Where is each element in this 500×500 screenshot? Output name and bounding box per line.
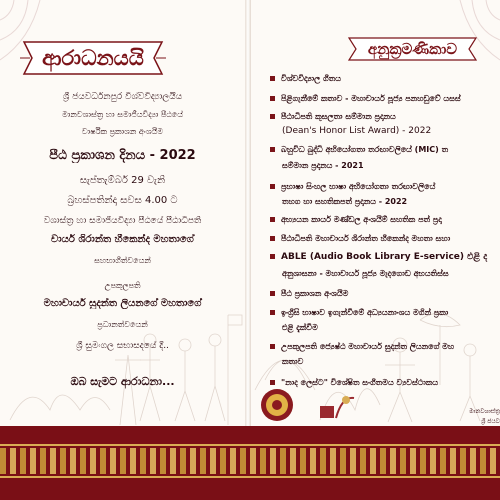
- bullet-icon: [270, 147, 275, 152]
- toc-item: [270, 74, 500, 84]
- invitation-title: ආරාධනයයි: [42, 45, 144, 70]
- toc-item-label: බහුවිධ බුද්ධි අභියෝගතා තරඟාවලියේ (MIC) ත: [281, 145, 449, 154]
- university-seal-icon: [260, 388, 294, 422]
- decorative-footer-band: [0, 426, 500, 500]
- invitation-guest-name: චාර්ය ශිරාන්ත හීකෙන්ද මහතාගේ: [51, 234, 194, 245]
- invitation-chief-guest: මහාචාර්ය සුදන්ත ලියනගේ මහතාගේ: [43, 298, 202, 309]
- toc-item-label: ඉංග්‍රීසි භාෂාව ඉගැන්වීමේ අධ්‍යයනාංශය මගින් ප්‍රකා: [281, 308, 449, 317]
- toc-subline: එළි දැක්වීම: [282, 323, 318, 332]
- toc-item: [270, 289, 500, 299]
- toc-subline: තහග හා සහතිකපත් ප්‍රදානය - 2022: [282, 197, 408, 206]
- invitation-closing: ඔබ සැමට ආරාධනා...: [70, 375, 175, 388]
- bullet-icon: [270, 184, 275, 189]
- toc-item: [270, 234, 500, 244]
- invitation-line: මානවශාස්ත්‍ර හා සමාජීයවිද්‍යා පීඨයේ: [61, 110, 184, 119]
- bullet-icon: [270, 217, 275, 222]
- toc-subline: අනුශාසනා - මහාචාර්ය පූජ්‍ය මැදගොඩ අභයතිස්ස: [282, 269, 449, 278]
- toc-item-label: පීඨාධිපති මහාචාර්ය ශිරාන්ත හීකෙන්ද මහතා සහා: [281, 234, 451, 243]
- toc-item: [270, 308, 500, 318]
- bullet-icon: [270, 310, 275, 315]
- toc-item-label: පීඨාධිපති කුසලතා සම්මාන ප්‍රදානය: [281, 112, 396, 121]
- toc-item: [270, 112, 500, 122]
- invitation-title-banner: [18, 38, 168, 78]
- toc-item-label: ප්‍රභාෂා සිංහල භාෂා අභියෝගතා තරඟාවලියේ: [281, 182, 436, 191]
- toc-item-label: උපකුලපති ජ්‍යෙෂ්ඨ මහාචාර්ය සුදන්ත ලියනගේ මහ: [281, 342, 455, 351]
- invitation-line: ප්‍රධානත්වයෙන්: [97, 320, 148, 329]
- bullet-icon: [270, 291, 275, 296]
- invitation-line: වශාස්ත්‍ර හා සමාජීයවිද්‍යා පීඨයේ පීඨාධිපති: [43, 216, 202, 226]
- toc-item: [270, 182, 500, 192]
- gold-rule: [0, 444, 500, 446]
- signature-line: මානවශාස්ත්‍ර: [469, 408, 500, 415]
- bullet-icon: [270, 76, 275, 81]
- contents-title: අනුක්‍රමණිකාව: [367, 40, 458, 58]
- faculty-logo-icon: [318, 392, 356, 422]
- contents-title-banner: [345, 36, 480, 62]
- toc-subline: කතාව: [282, 357, 304, 366]
- toc-item-label: විශ්වවිද්‍යාල ගීතය: [281, 74, 341, 83]
- invitation-line: ශ්‍රී ජයවර්ධනපුර විශ්වවිද්‍යාලයීය: [62, 92, 183, 102]
- toc-item: [270, 378, 500, 388]
- toc-item-label: පීඨ ප්‍රකාශන අංශයීම: [281, 289, 349, 298]
- bullet-icon: [270, 236, 275, 241]
- bullet-icon: [270, 380, 275, 385]
- invitation-line: වාර්ෂික ප්‍රකාශන අංශයීම: [81, 127, 164, 136]
- gold-rule: [0, 476, 500, 478]
- toc-item: [270, 342, 500, 352]
- invitation-date: සැප්තැම්බර් 29 වැනි: [79, 175, 166, 186]
- signature-line: ශ්‍රී ජයව: [481, 418, 500, 425]
- invitation-event-name: පීඨ ප්‍රකාශන දිනය - 2022: [49, 148, 196, 163]
- toc-item-label: "නාද ලෙස්ට" විශේෂිත සංගීතමය ව්‍යවස්ථාකය: [281, 378, 439, 387]
- toc-item-label: පිළිගැනීමේ කතාව - මහාචාර්ය පූජ්‍ය පනහඩුවේ යසස්: [281, 94, 461, 103]
- bullet-icon: [270, 96, 275, 101]
- toc-item: [270, 252, 500, 262]
- toc-item-label: අභ්‍යයන කාර්ය මණ්ඩල අංශයීම් සහතික පත් ප්‍රදා: [281, 215, 442, 224]
- ornamental-border-pattern: [0, 448, 500, 474]
- invitation-time: බ්‍රහස්පතින්දා සවස 4.00 ට: [67, 195, 178, 206]
- toc-item: [270, 215, 500, 225]
- invitation-venue: ශ්‍රී සුමංගල සභාසදයේ දී..: [76, 341, 169, 351]
- toc-subline: (Dean's Honor List Award) - 2022: [282, 126, 432, 136]
- bullet-icon: [270, 344, 275, 349]
- toc-subline: සම්මාන ප්‍රදානය - 2021: [282, 161, 364, 170]
- bullet-icon: [270, 114, 275, 119]
- bullet-icon: [270, 254, 275, 259]
- toc-item-label: ABLE (Audio Book Library E-service) එළි ද: [281, 252, 488, 262]
- invitation-line: උපකුලපති: [104, 281, 141, 290]
- toc-item: [270, 94, 500, 104]
- invitation-line: සහභාගීත්වයෙන්: [94, 256, 151, 265]
- toc-item: [270, 145, 500, 155]
